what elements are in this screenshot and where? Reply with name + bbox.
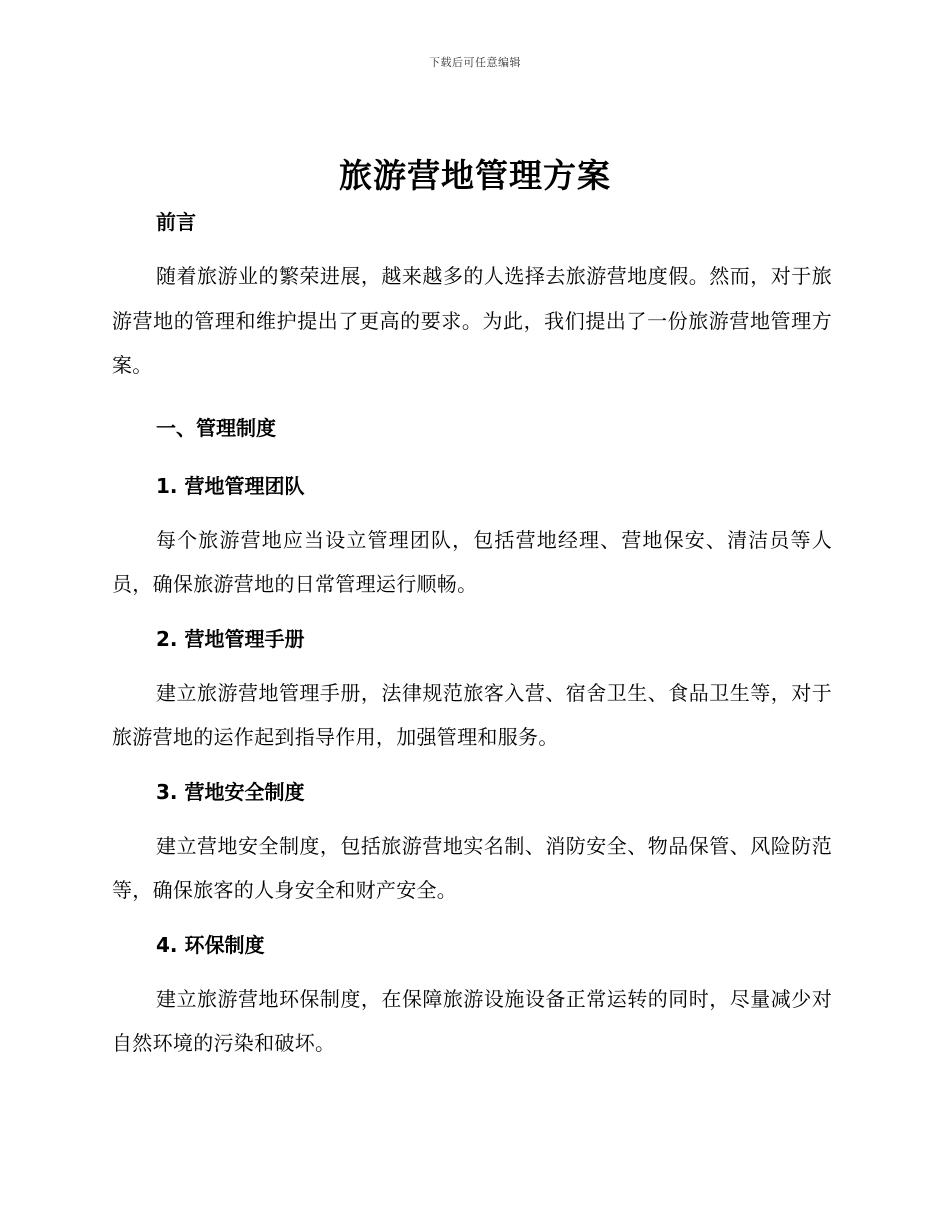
- item-heading-manual: 2. 营地管理手册: [156, 626, 305, 651]
- page-header-note: 下载后可任意编辑: [429, 56, 521, 69]
- preface-heading: 前言: [156, 210, 196, 234]
- document-body: [112, 204, 832, 1066]
- document-title: 旅游营地管理方案: [339, 156, 611, 195]
- item-heading-environment: 4. 环保制度: [156, 932, 265, 957]
- item-heading-safety: 3. 营地安全制度: [156, 779, 305, 804]
- item-paragraph-manual: 建立旅游营地管理手册，法律规范旅客入营、宿舍卫生、食品卫生等，对于旅游营地的运作起到指导作用，加强管理和服务。: [112, 680, 832, 749]
- section-heading-management: 一、管理制度: [156, 415, 276, 440]
- item-paragraph-team: 每个旅游营地应当设立管理团队，包括营地经理、营地保安、清洁员等人员，确保旅游营地的日常管理运行顺畅。: [112, 527, 832, 596]
- item-heading-team: 1. 营地管理团队: [156, 473, 305, 498]
- preface-paragraph: 随着旅游业的繁荣进展，越来越多的人选择去旅游营地度假。然而，对于旅游营地的管理和维护提出了更高的要求。为此，我们提出了一份旅游营地管理方案。: [112, 264, 832, 377]
- item-paragraph-environment: 建立旅游营地环保制度，在保障旅游设施设备正常运转的同时，尽量减少对自然环境的污染和破坏。: [112, 986, 832, 1055]
- item-paragraph-safety: 建立营地安全制度，包括旅游营地实名制、消防安全、物品保管、风险防范等，确保旅客的人身安全和财产安全。: [112, 833, 832, 902]
